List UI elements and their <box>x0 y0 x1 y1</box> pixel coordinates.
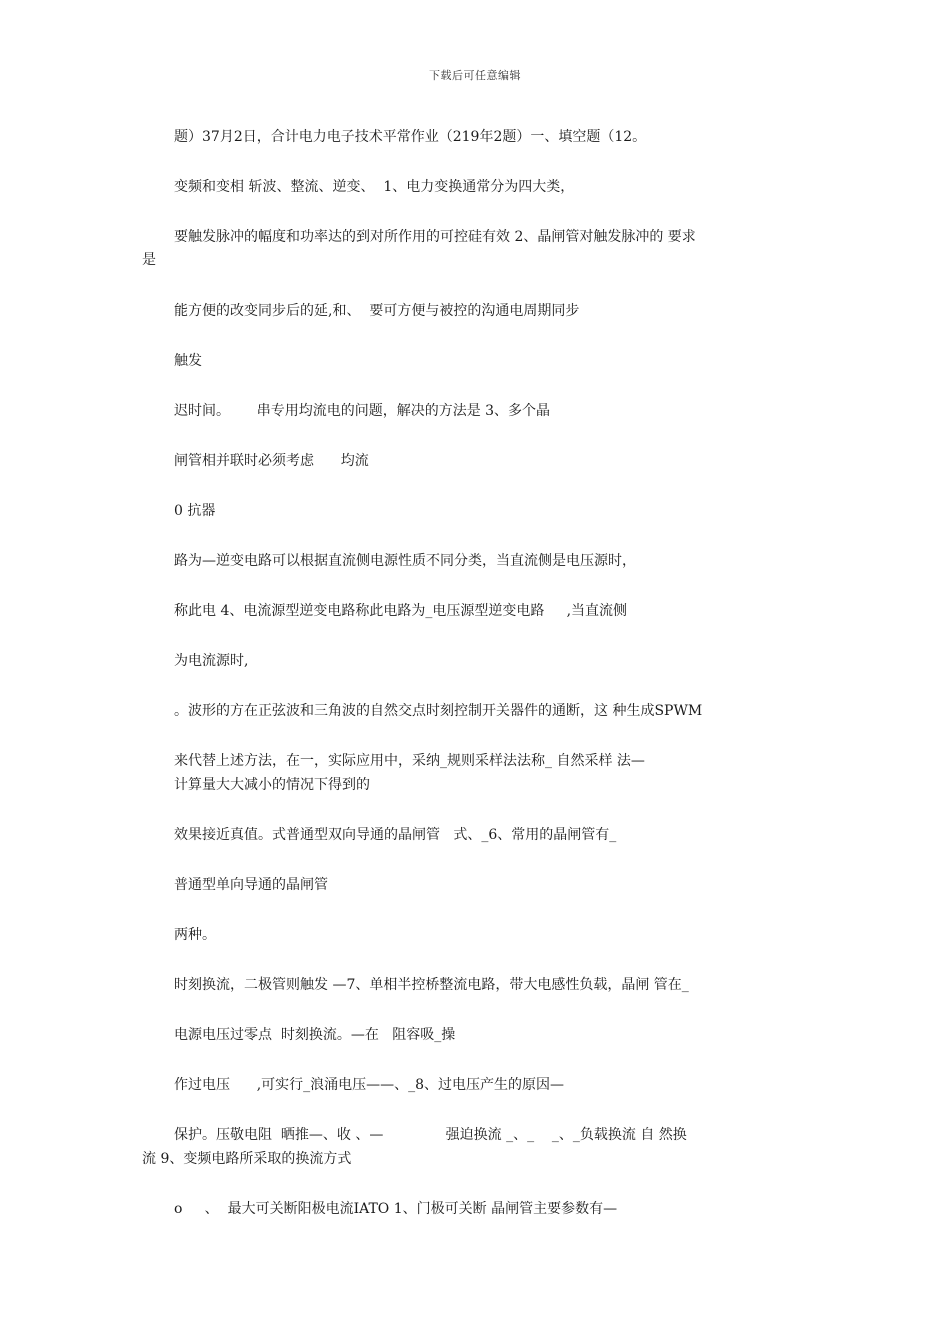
text-line-14: 计算量大大减小的情况下得到的 <box>174 777 370 793</box>
page-header: 下载后可任意编辑 <box>429 69 521 82</box>
text-line-3: 要触发脉冲的幅度和功率达的到对所作用的可控硅有效 2、晶闸管对触发脉冲的 要求 <box>174 229 696 245</box>
text-line-8: 0 抗器 <box>174 503 216 519</box>
text-line-12: 。波形的方在正弦波和三角波的自然交点时刻控制开关器件的通断，这 种生成SPWM <box>174 703 703 719</box>
text-line-18: 时刻换流，二极管则触发 —7、单相半控桥整流电路，带大电感性负载，晶闸 管在_ <box>174 977 689 993</box>
text-line-15: 效果接近真值。式普通型双向导通的晶闸管 式、_6、常用的晶闸管有_ <box>174 827 617 843</box>
text-line-11: 为电流源时, <box>174 653 249 669</box>
text-line-3-wrap: 是 <box>142 252 156 268</box>
text-line-4: 能方便的改变同步后的延,和、 要可方便与被控的沟通电周期同步 <box>174 303 580 319</box>
text-line-10: 称此电 4、电流源型逆变电路称此电路为_电压源型逆变电路 ,当直流侧 <box>174 603 628 619</box>
text-line-22: o 、 最大可关断阳极电流IATO 1、门极可关断 晶闸管主要参数有— <box>174 1201 618 1217</box>
text-line-20: 作过电压 ,可实行_浪涌电压——、_8、过电压产生的原因— <box>174 1077 565 1093</box>
text-line-5: 触发 <box>174 353 202 369</box>
text-line-19: 电源电压过零点 时刻换流。—在 阻容吸_操 <box>174 1027 456 1043</box>
text-line-21: 保护。压敬电阻 晒推—、收 、— 强迫换流 _、_ _、_负载换流 自 然换 <box>174 1127 687 1143</box>
text-line-21-wrap: 流 9、变频电路所采取的换流方式 <box>142 1151 352 1167</box>
text-line-1: 题）37月2日，合计电力电子技术平常作业（219年2题）一、填空题（12。 <box>174 129 647 145</box>
text-line-2: 变频和变相 斩波、整流、逆变、 1、电力变换通常分为四大类， <box>174 179 575 195</box>
text-line-6: 迟时间。 串专用均流电的问题，解决的方法是 3、多个晶 <box>174 403 551 419</box>
text-line-7: 闸管相并联时必须考虑 均流 <box>174 453 369 469</box>
text-line-16: 普通型单向导通的晶闸管 <box>174 877 328 893</box>
text-line-13: 来代替上述方法，在一，实际应用中，采纳_规则采样法法称_ 自然采样 法— <box>174 753 645 769</box>
text-line-9: 路为—逆变电路可以根据直流侧电源性质不同分类，当直流侧是电压源时， <box>174 553 636 569</box>
text-line-17: 两种。 <box>174 927 216 943</box>
